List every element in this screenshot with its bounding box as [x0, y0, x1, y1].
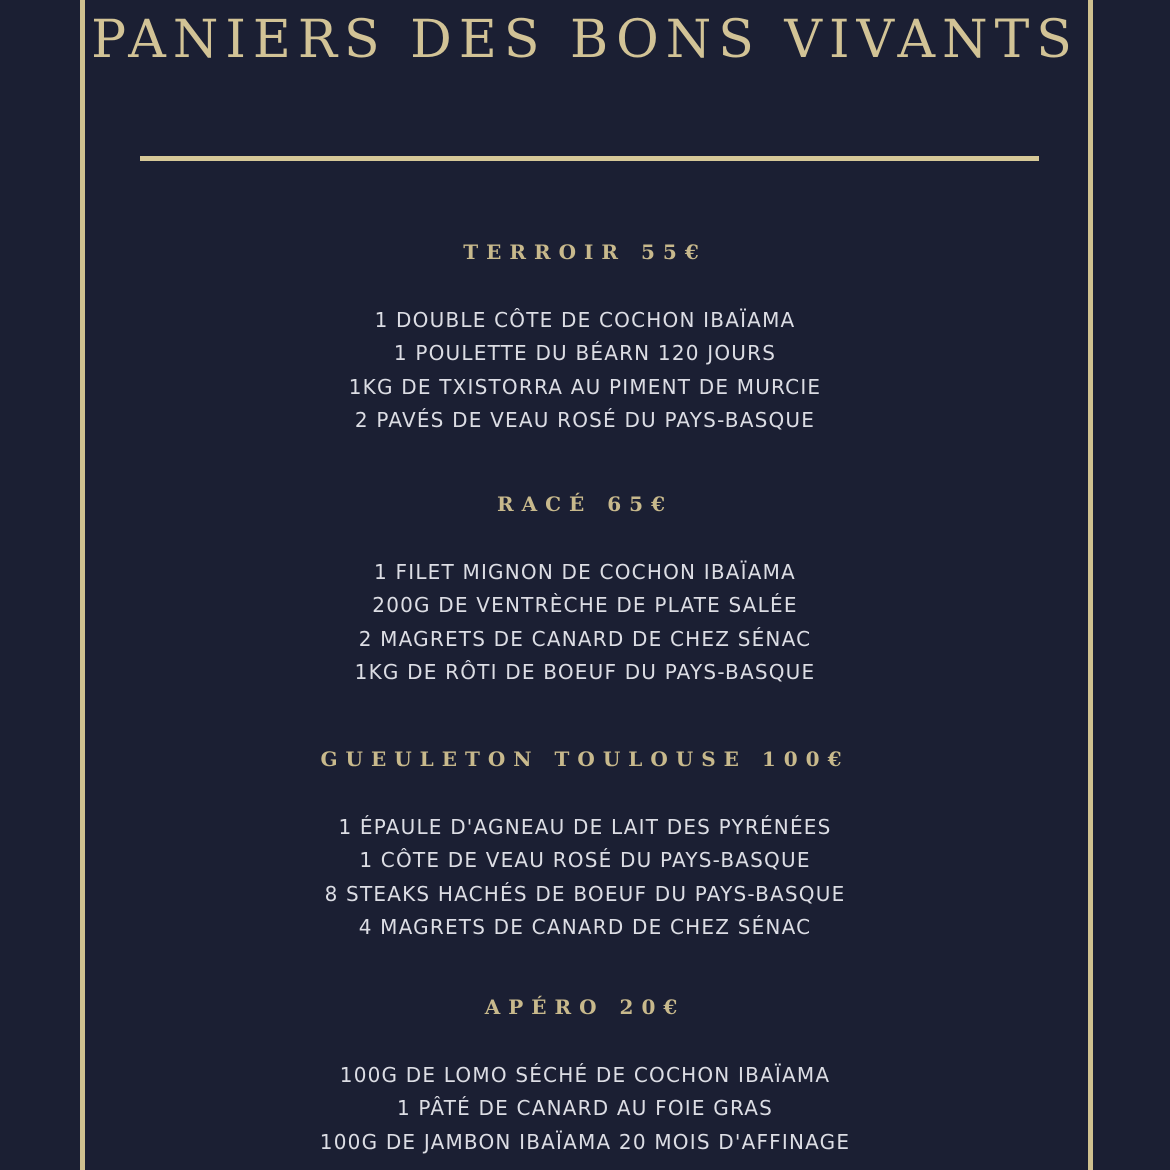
section-terroir: [0, 238, 1170, 437]
section-heading: GUEULETON TOULOUSE 100€: [320, 747, 850, 771]
item-list: [0, 304, 1170, 437]
list-item: 2 PAVÉS DE VEAU ROSÉ DU PAYS-BASQUE: [354, 407, 816, 432]
item-list: [0, 556, 1170, 689]
list-item: 1 ÉPAULE D'AGNEAU DE LAIT DES PYRÉNÉES: [338, 815, 832, 839]
item-list: [0, 1059, 1170, 1159]
section-heading: TERROIR 55€: [463, 240, 707, 264]
section-heading: APÉRO 20€: [484, 995, 686, 1019]
list-item: 4 MAGRETS DE CANARD DE CHEZ SÉNAC: [358, 914, 812, 939]
list-item: 1 FILET MIGNON DE COCHON IBAÏAMA: [374, 560, 796, 584]
list-item: 1 PÂTÉ DE CANARD AU FOIE GRAS: [396, 1096, 774, 1121]
list-item: 2 MAGRETS DE CANARD DE CHEZ SÉNAC: [358, 626, 812, 651]
list-item: 200G DE VENTRÈCHE DE PLATE SALÉE: [372, 593, 798, 618]
section-race: [0, 490, 1170, 689]
title-divider: [140, 156, 1039, 161]
item-list: [0, 811, 1170, 944]
list-item: 1KG DE RÔTI DE BOEUF DU PAYS-BASQUE: [354, 659, 816, 684]
list-item: 8 STEAKS HACHÉS DE BOEUF DU PAYS-BASQUE: [324, 881, 846, 906]
section-heading: RACÉ 65€: [496, 492, 673, 516]
list-item: 1 POULETTE DU BÉARN 120 JOURS: [393, 341, 777, 366]
list-item: 1 CÔTE DE VEAU ROSÉ DU PAYS-BASQUE: [359, 848, 811, 873]
list-item: 100G DE JAMBON IBAÏAMA 20 MOIS D'AFFINAGE: [319, 1129, 851, 1154]
list-item: 1KG DE TXISTORRA AU PIMENT DE MURCIE: [348, 374, 822, 399]
list-item: 100G DE LOMO SÉCHÉ DE COCHON IBAÏAMA: [339, 1063, 831, 1087]
page-title: PANIERS DES BONS VIVANTS: [91, 10, 1079, 70]
section-gueuleton-toulouse: [0, 745, 1170, 944]
section-apero: [0, 993, 1170, 1159]
list-item: 1 DOUBLE CÔTE DE COCHON IBAÏAMA: [374, 308, 796, 332]
